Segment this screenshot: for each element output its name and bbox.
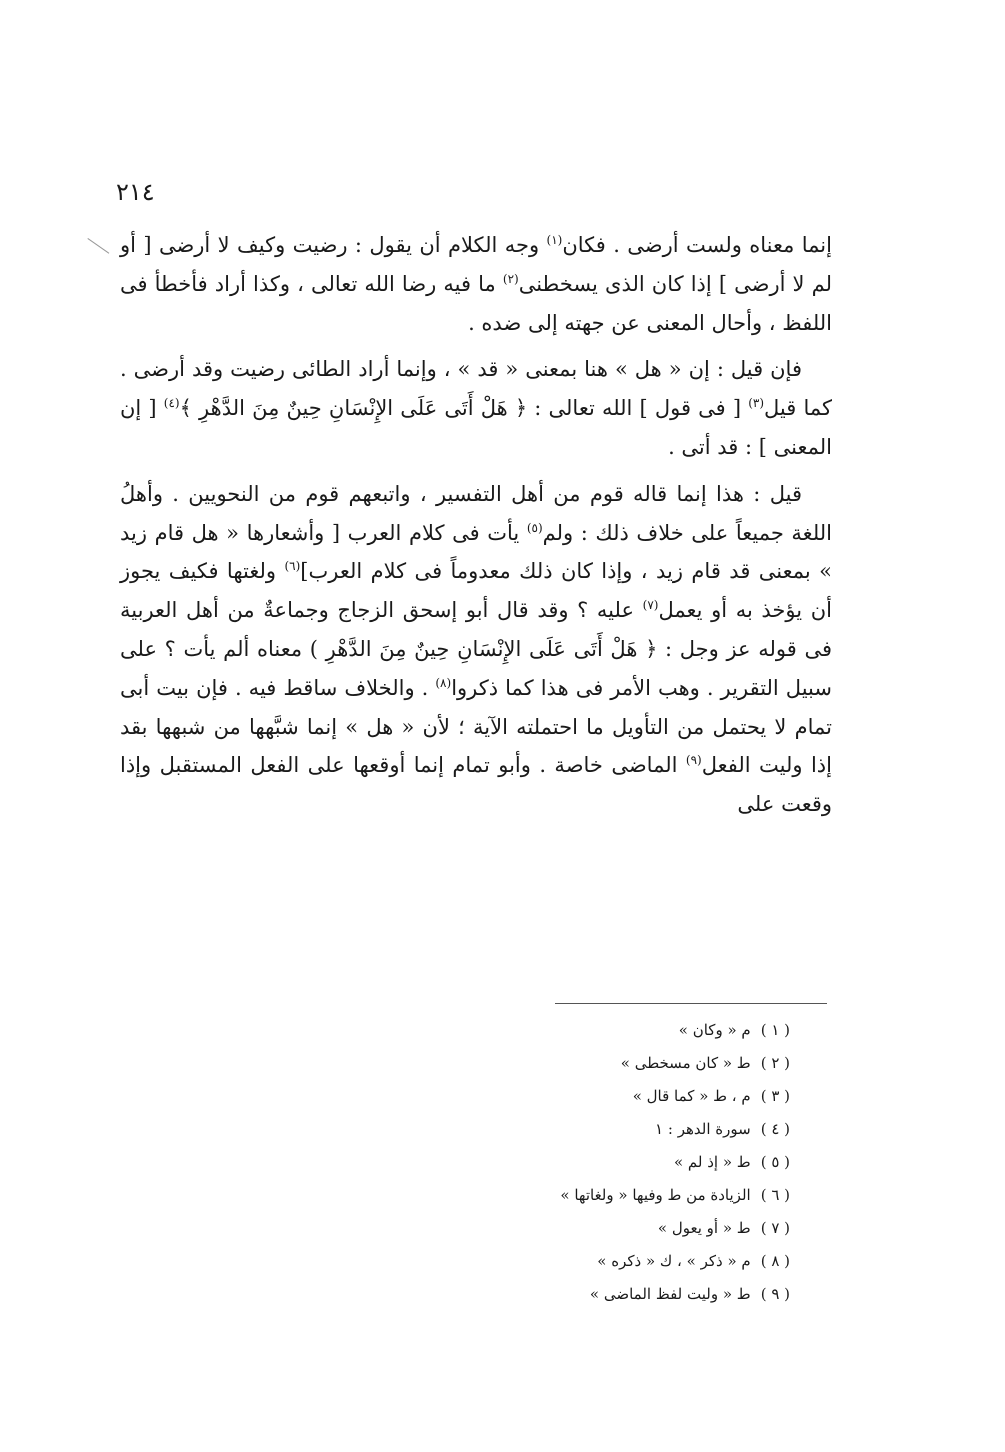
footnote-text: ط « إذ لم » <box>673 1153 751 1171</box>
footnote-reference: (١) <box>546 233 563 247</box>
footnote-number: ( ٢ ) <box>760 1054 790 1072</box>
footnote-number: ( ١ ) <box>760 1021 790 1039</box>
footnote-item <box>360 1245 790 1278</box>
footnote-number: ( ٧ ) <box>760 1219 790 1237</box>
text-segment: ولغتها فكيف يجوز أن يؤخذ به أو يعمل <box>120 559 832 623</box>
footnote-text: سورة الدهر : ١ <box>655 1120 751 1138</box>
footnote-text: م ، ط « كما قال » <box>632 1087 751 1105</box>
footnote-reference: (٣) <box>748 396 765 411</box>
footnote-reference: (٧) <box>642 598 659 613</box>
margin-scratch-mark <box>87 238 109 254</box>
footnote-reference: (٤) <box>163 396 180 411</box>
page-number: ٢١٤ <box>116 178 155 206</box>
footnote-text: الزيادة من ط وفيها « ولغاتها » <box>560 1186 751 1204</box>
text-segment: يأت فى كلام العرب [ وأشعارها « هل قام زيد » بمعنى قد قام زيد ، وإذا كان ذلك معدوماً فى كلام العرب] <box>120 520 832 584</box>
text-segment: [ إن المعنى ] : قد أتى . <box>120 396 832 459</box>
footnote-item <box>360 1113 790 1146</box>
footnote-reference: (٩) <box>685 753 702 768</box>
text-segment: وجه الكلام أن يقول : رضيت وكيف لا أرضى [ أو لم لا أرضى ] إذا كان الذى يسخطنى <box>120 233 832 296</box>
footnote-reference: (٥) <box>526 520 543 535</box>
paragraph-p3 <box>120 475 832 824</box>
text-segment: [ فى قول ] الله تعالى : ﴿ هَلْ أَتَى عَلَى الإِنْسَانِ حِينٌ مِنَ الدَّهْرِ ﴾ <box>179 396 749 421</box>
footnote-text: ط « وليت لفظ الماضى » <box>589 1285 751 1303</box>
paragraph-p2 <box>120 350 832 466</box>
paragraph-p1 <box>120 226 832 342</box>
footnote-item <box>360 1080 790 1113</box>
text-segment: ما فيه رضا الله تعالى ، وكذا أراد فأخطأ فى اللفظ ، وأحال المعنى عن جهته إلى ضده . <box>120 271 832 335</box>
footnote-item <box>360 1212 790 1245</box>
text-segment: عليه ؟ وقد قال أبو إسحق الزجاج وجماعةٌ من أهل العربية فى قوله عز وجل : ﴿ هَلْ أَتَى عَلَى الإِنْسَانِ حِينٌ مِنَ الدَّهْرِ ) معناه ألم يأت ؟ على سبيل التقرير . وهب الأمر فى هذا كما ذكروا <box>120 598 832 700</box>
footnote-text: ط « أو يعول » <box>657 1219 751 1237</box>
text-segment: إنما معناه ولست أرضى . فكان <box>562 233 832 257</box>
footnote-text: م « ذكر » ، ك « ذكره » <box>597 1252 751 1270</box>
text-segment: . والخلاف ساقط فيه . فإن بيت أبى تمام لا يحتمل من التأويل ما احتملته الآية ؛ لأن « هل » إنما شبَّهها من شبهها بقد إذا وليت الفعل <box>120 675 832 778</box>
footnote-text: ط « كان مسخطى » <box>620 1054 751 1072</box>
footnote-divider <box>555 1003 827 1004</box>
footnote-number: ( ٤ ) <box>760 1120 790 1138</box>
footnote-item <box>360 1014 790 1047</box>
footnote-reference: (٢) <box>502 271 519 286</box>
footnote-number: ( ٣ ) <box>760 1087 790 1105</box>
text-segment: قيل : هذا إنما قاله قوم من أهل التفسير ، واتبعهم قوم من النحويين . وأهلُ اللغة جميعاً على خلاف ذلك : ولم <box>120 481 832 545</box>
footnote-number: ( ٨ ) <box>760 1252 790 1270</box>
footnote-item <box>360 1278 790 1311</box>
footnote-item <box>360 1179 790 1212</box>
footnotes-list <box>360 1014 790 1311</box>
footnote-number: ( ٦ ) <box>760 1186 790 1204</box>
footnote-reference: (٨) <box>435 675 452 690</box>
footnote-text: م « وكان » <box>678 1021 751 1039</box>
text-segment: الماضى خاصة . وأبو تمام إنما أوقعها على الفعل المستقبل وإذا وقعت على <box>120 753 832 817</box>
footnote-number: ( ٥ ) <box>760 1153 790 1171</box>
footnote-item <box>360 1146 790 1179</box>
footnote-reference: (٦) <box>284 559 301 574</box>
footnote-item <box>360 1047 790 1080</box>
main-text-body <box>120 226 832 824</box>
text-segment: فإن قيل : إن « هل » هنا بمعنى « قد » ، وإنما أراد الطائى رضيت وقد أرضى . كما قيل <box>120 357 832 421</box>
footnote-number: ( ٩ ) <box>760 1285 790 1303</box>
